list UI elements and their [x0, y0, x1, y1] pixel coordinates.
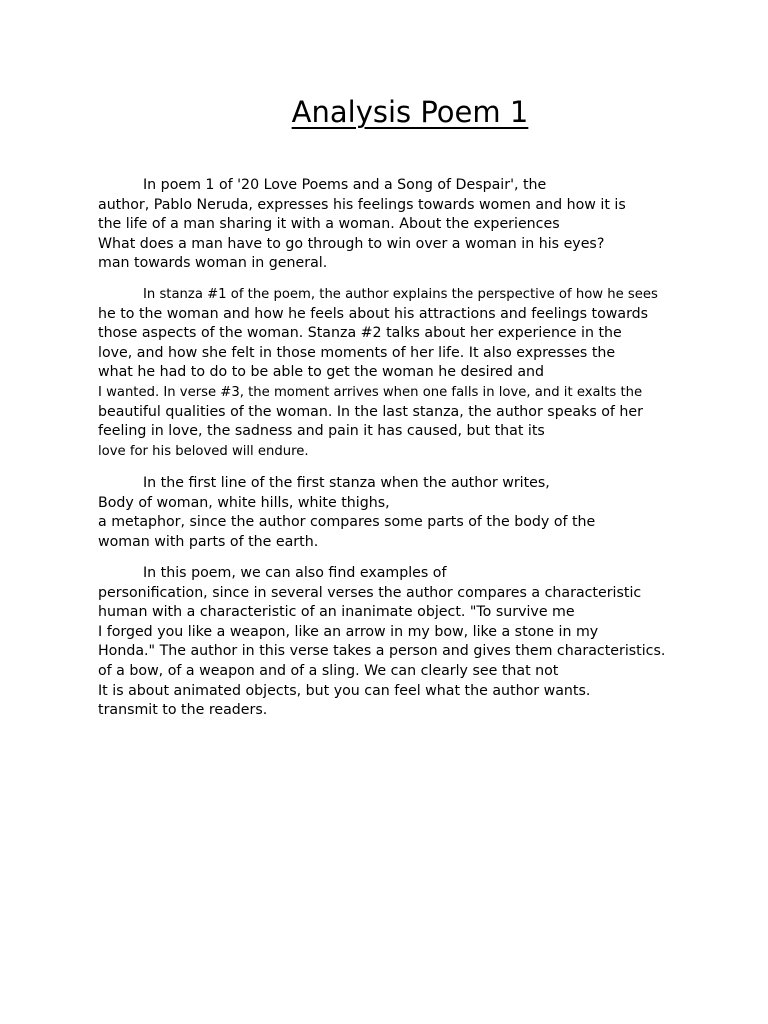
paragraph-line: In poem 1 of '20 Love Poems and a Song of Despair', the — [143, 177, 547, 193]
paragraph-line: What does a man have to go through to win over a woman in his eyes? — [98, 235, 605, 252]
paragraph-line: man towards woman in general. — [98, 255, 328, 272]
paragraph-line: Honda." The author in this verse takes a person and gives them characteristics. — [98, 643, 666, 660]
paragraph-3 — [98, 474, 698, 552]
paragraph-2 — [98, 285, 698, 461]
document-title-text: Analysis Poem 1 — [291, 95, 529, 129]
paragraph-line: the life of a man sharing it with a woman. About the experiences — [98, 216, 560, 233]
paragraph-line: those aspects of the woman. Stanza #2 talks about her experience in the — [98, 325, 622, 342]
paragraph-line: of a bow, of a weapon and of a sling. We can clearly see that not — [98, 662, 559, 679]
paragraph-4 — [98, 564, 698, 721]
paragraph-line: transmit to the readers. — [98, 702, 268, 719]
paragraph-line: author, Pablo Neruda, expresses his feelings towards women and how it is — [98, 196, 626, 213]
paragraph-1 — [98, 176, 698, 274]
paragraph-line: what he had to do to be able to get the woman he desired and — [98, 364, 545, 381]
paragraph-line: personification, since in several verses the author compares a characteristic — [98, 584, 642, 601]
paragraph-line: woman with parts of the earth. — [98, 533, 319, 550]
paragraph-line: Body of woman, white hills, white thighs, — [98, 494, 390, 511]
paragraph-line: beautiful qualities of the woman. In the last stanza, the author speaks of her — [98, 403, 643, 420]
paragraph-line: I forged you like a weapon, like an arrow in my bow, like a stone in my — [98, 623, 599, 640]
paragraph-line: he to the woman and how he feels about his attractions and feelings towards — [98, 305, 649, 322]
document-title — [0, 92, 768, 132]
paragraph-line: In this poem, we can also find examples of — [143, 565, 447, 581]
paragraph-line: love for his beloved will endure. — [98, 443, 309, 459]
paragraph-line: It is about animated objects, but you can feel what the author wants. — [98, 682, 591, 699]
paragraph-line: In stanza #1 of the poem, the author explains the perspective of how he sees — [143, 287, 658, 302]
paragraph-line: I wanted. In verse #3, the moment arrives when one falls in love, and it exalts the — [98, 384, 643, 400]
paragraph-line: feeling in love, the sadness and pain it has caused, but that its — [98, 423, 545, 440]
paragraph-line: a metaphor, since the author compares some parts of the body of the — [98, 514, 596, 531]
paragraph-line: human with a characteristic of an inanimate object. "To survive me — [98, 604, 575, 621]
paragraph-line: love, and how she felt in those moments of her life. It also expresses the — [98, 344, 616, 361]
paragraph-line: In the first line of the first stanza when the author writes, — [143, 475, 550, 491]
